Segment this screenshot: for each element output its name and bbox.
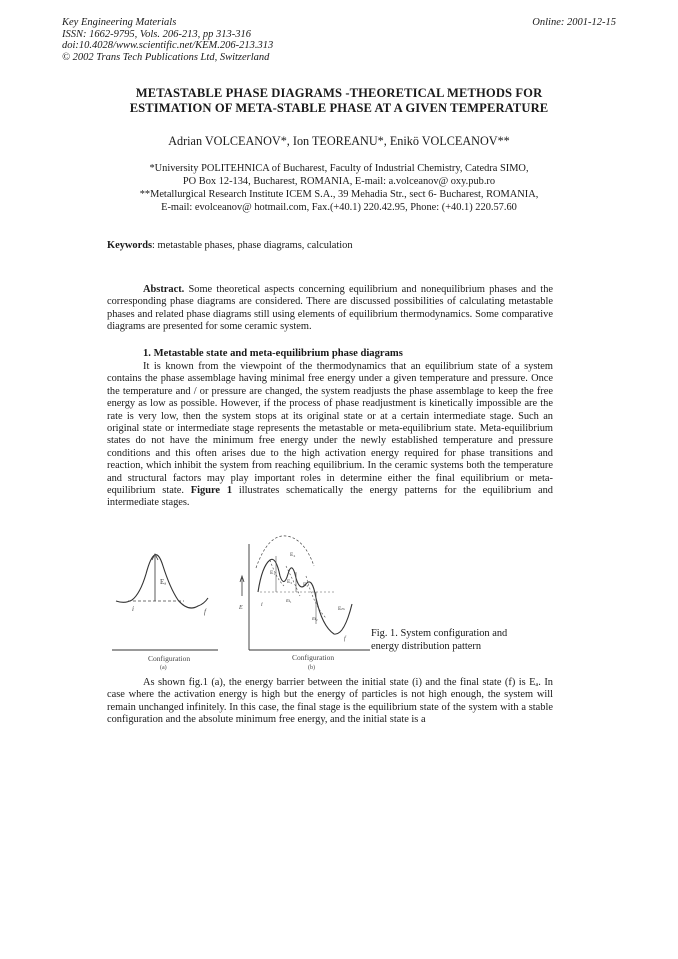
affiliation-line: E-mail: evolceanov@ hotmail.com, Fax.(+40.1) 220.42.95, Phone: (+40.1) 220.57.60 — [161, 202, 517, 214]
panel-b-e-label: E — [239, 605, 243, 611]
panel-a-tag: (a) — [160, 665, 167, 671]
panel-b-i-label: i — [261, 602, 263, 608]
online-date: Online: 2001-12-15 — [532, 17, 616, 28]
panel-a — [112, 554, 218, 671]
keywords-text: : metastable phases, phase diagrams, calculation — [152, 240, 353, 251]
abstract — [107, 284, 553, 334]
keywords — [107, 240, 353, 251]
figure-1-caption — [371, 628, 551, 653]
panel-b-f-label: f — [344, 636, 346, 642]
affiliation-line: *University POLITEHNICA of Bucharest, Faculty of Industrial Chemistry, Catedra SIMO, — [149, 163, 529, 174]
panel-b-e3-label: E₃ — [303, 582, 309, 588]
affiliations — [62, 162, 616, 214]
panel-a-xlabel: Configuration — [148, 654, 191, 663]
panel-b-outer-dashed-curve — [256, 536, 314, 568]
journal-header — [62, 17, 273, 63]
abstract-text: Some theoretical aspects concerning equilibrium and nonequilibrium phases and the corresponding phase diagrams are considered. There are discussed possibilities of calculating metastable phases and related phase diagrams still using elements of equilibrium thermodynamics. Some comparative diagrams are presented for some ceramic system. — [107, 284, 553, 333]
title-line-2: ESTIMATION OF META-STABLE PHASE AT A GIVEN TEMPERATURE — [129, 101, 549, 115]
abstract-label: Abstract. — [143, 284, 185, 295]
panel-a-ea-label: Eₐ — [160, 578, 167, 586]
section-1-paragraph — [107, 361, 553, 510]
panel-b-m1-label: m₁ — [286, 599, 292, 604]
panel-b-m2-label: m₂ — [312, 617, 318, 622]
issn-line: ISSN: 1662-9795, Vols. 206-213, pp 313-316 — [62, 28, 251, 40]
section-1-text-a: It is known from the viewpoint of the thermodynamics that an equilibrium state of a system contains the phase assemblage having minimal free energy under a given temperature and pressure. Once the temperature and / or pressure are changed, the system readjusts the phase assemblage to keep the free energy as low as possible. However, if the process of phase readjustment is kinetically impossible are the rate is very low, then the system stops at its original state or at a certain intermediate stage. Such an original state or intermediate stage represents the metastable or meta-equilibrium state. Meta-equilibrium states do not have the minimum free energy under the newly established temperature and pressure conditions and this often arises due to the high activation energy required for phase transitions and reaction, which inhibit the system from reaching equilibrium. In the ceramic systems both the temperature and structural factors may play important roles in determine either the final equilibrium or meta-equilibrium state. — [107, 361, 553, 497]
caption-line-1: Fig. 1. System configuration and — [371, 628, 508, 639]
affiliation-line: **Metallurgical Research Institute ICEM S.A., 39 Mehadia Str., sect 6- Bucharest, ROMANIA, — [139, 189, 539, 201]
panel-b-e1-label: E₁ — [270, 570, 276, 576]
title-line-1: METASTABLE PHASE DIAGRAMS -THEORETICAL METHODS FOR — [135, 86, 543, 100]
panel-b-e4-label: E₄ — [290, 552, 296, 558]
doi-link[interactable]: doi:10.4028/www.scientific.net/KEM.206-213.313 — [62, 40, 274, 52]
paragraph-2-text: As shown fig.1 (a), the energy barrier between the initial state (i) and the final state (f) is Eₐ. In case where the activation energy is high but the energy of particles is not high enough, the system will remain unchanged infinitely. In this case, the final stage is the equilibrium state of the system with a stable configuration and the absolute minimum free energy, and the initial state is a — [107, 677, 553, 726]
panel-a-i-label: i — [132, 605, 134, 613]
figure-1-energy-diagram — [100, 526, 380, 671]
panel-b-xlabel: Configuration — [292, 653, 335, 662]
panel-b-e2-label: E₂ — [287, 579, 293, 585]
paragraph-2 — [107, 677, 553, 727]
journal-name: Key Engineering Materials — [62, 17, 177, 28]
section-1-title: 1. Metastable state and meta-equilibrium phase diagrams — [143, 348, 403, 359]
panel-b — [238, 536, 370, 671]
caption-line-2: energy distribution pattern — [371, 640, 482, 652]
panel-b-em-label: Eₘ — [338, 606, 345, 612]
keywords-label: Keywords — [107, 240, 153, 251]
author-list: Adrian VOLCEANOV*, Ion TEOREANU*, Enikö VOLCEANOV** — [168, 134, 510, 148]
panel-a-f-label: f — [204, 608, 206, 616]
paper-title — [62, 86, 616, 116]
copyright-line: © 2002 Trans Tech Publications Ltd, Switzerland — [62, 51, 270, 63]
panel-b-tag: (b) — [308, 665, 315, 671]
section-1-text-b: illustrates schematically the energy patterns for the equilibrium and intermediate stages. — [107, 485, 553, 509]
affiliation-line: PO Box 12-134, Bucharest, ROMANIA, E-mail: a.volceanov@ oxy.pub.ro — [182, 176, 496, 188]
figure-1-reference: Figure 1 — [190, 485, 233, 497]
